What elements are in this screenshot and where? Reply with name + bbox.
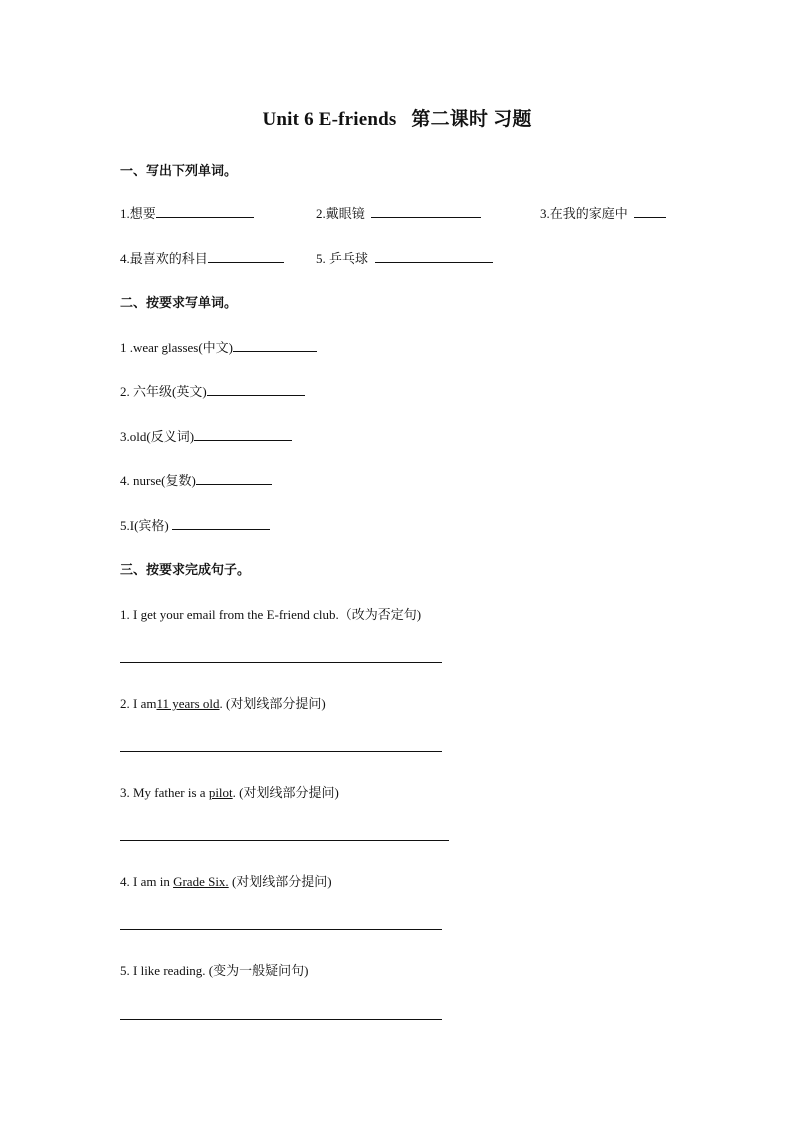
answer-blank[interactable]	[196, 471, 272, 485]
answer-blank[interactable]	[156, 204, 254, 218]
p2-q2	[120, 381, 305, 400]
answer-blank[interactable]	[375, 249, 493, 263]
p3-q2-pre: 2. I am	[120, 696, 157, 711]
p1-q3	[540, 203, 666, 222]
section-1-heading: 一、写出下列单词。	[120, 164, 238, 179]
p3-q2-post: . (对划线部分提问)	[219, 696, 326, 711]
answer-line[interactable]	[120, 840, 449, 841]
p3-q4	[120, 871, 332, 890]
section-2-heading: 二、按要求写单词。	[120, 296, 238, 311]
answer-line[interactable]	[120, 1019, 442, 1020]
p3-q2-underlined: 11 years old	[156, 696, 220, 711]
page-title	[0, 104, 794, 131]
answer-blank[interactable]	[194, 427, 292, 441]
p2-q5-label: 5.I(宾格)	[120, 518, 169, 533]
answer-blank[interactable]	[371, 204, 481, 218]
p2-q1	[120, 337, 317, 356]
p2-q3-label: 3.old(反义词)	[120, 429, 195, 444]
p3-q3	[120, 782, 339, 801]
answer-blank[interactable]	[172, 516, 270, 530]
p3-q4-underlined: Grade Six.	[173, 874, 229, 889]
p1-q2-label: 2.戴眼镜	[316, 206, 365, 221]
answer-line[interactable]	[120, 662, 442, 663]
title-main: Unit 6 E-friends	[262, 109, 397, 130]
p2-q5	[120, 515, 270, 534]
p1-q4-label: 4.最喜欢的科目	[120, 251, 208, 266]
answer-blank[interactable]	[207, 382, 305, 396]
p3-q4-post: (对划线部分提问)	[228, 874, 332, 889]
answer-blank[interactable]	[233, 338, 317, 352]
p2-q3	[120, 426, 292, 445]
p2-q4	[120, 470, 272, 489]
p3-q1: 1. I get your email from the E-friend club.（改为否定句)	[120, 607, 422, 622]
title-sub: 第二课时 习题	[411, 109, 532, 130]
p2-q1-label: 1 .wear glasses(中文)	[120, 340, 233, 355]
p1-q1-label: 1.想要	[120, 206, 156, 221]
answer-line[interactable]	[120, 929, 442, 930]
p1-q5	[316, 248, 493, 267]
p2-q2-label: 2. 六年级(英文)	[120, 384, 207, 399]
answer-line[interactable]	[120, 751, 442, 752]
p3-q2	[120, 693, 326, 712]
section-3-heading: 三、按要求完成句子。	[120, 563, 251, 578]
p2-q4-label: 4. nurse(复数)	[120, 473, 196, 488]
p1-q3-label: 3.在我的家庭中	[540, 206, 628, 221]
answer-blank[interactable]	[208, 249, 284, 263]
answer-blank[interactable]	[634, 204, 666, 218]
p3-q3-post: . (对划线部分提问)	[232, 785, 339, 800]
p1-q5-label: 5. 乒乓球	[316, 251, 369, 266]
p3-q3-pre: 3. My father is a	[120, 785, 209, 800]
p1-q2	[316, 203, 481, 222]
p3-q3-underlined: pilot	[208, 785, 233, 800]
p3-q4-pre: 4. I am in	[120, 874, 174, 889]
p1-q1	[120, 203, 254, 222]
p3-q5: 5. I like reading. (变为一般疑问句)	[120, 963, 309, 978]
p1-q4	[120, 248, 284, 267]
